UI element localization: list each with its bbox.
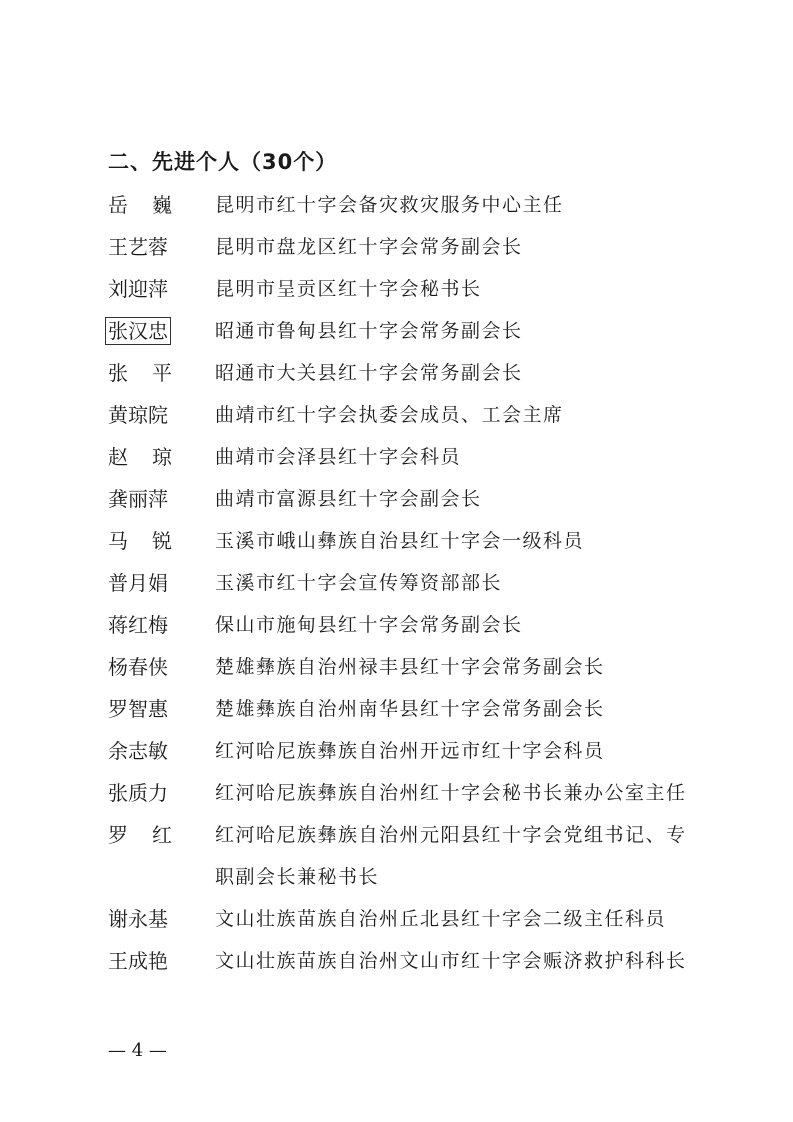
person-row [0,190,793,220]
person-row [0,568,793,598]
person-name-char: 罗 [108,823,128,847]
person-row [0,652,793,682]
person-name: 刘迎萍 [108,277,168,301]
person-name [108,820,174,850]
person-name: 杨春侠 [108,655,168,679]
person-name [108,442,174,472]
person-row [0,274,793,304]
person-name-char: 赵 [108,445,128,469]
person-name: 普月娟 [108,571,168,595]
person-row [0,694,793,724]
person-name [108,190,174,220]
person-name [108,358,174,388]
person-title: 楚雄彝族自治州南华县红十字会常务副会长 [215,698,605,720]
person-title: 曲靖市会泽县红十字会科员 [215,446,462,468]
person-title: 文山壮族苗族自治州文山市红十字会赈济救护科科长 [215,950,687,972]
person-name: 余志敏 [108,739,168,763]
person-name: 罗智惠 [108,697,168,721]
person-title: 红河哈尼族彝族自治州元阳县红十字会党组书记、专职副会长兼秘书长 [215,824,687,888]
person-name [108,316,174,346]
person-row [0,904,793,934]
person-title: 红河哈尼族彝族自治州红十字会秘书长兼办公室主任 [215,782,687,804]
person-title: 红河哈尼族彝族自治州开远市红十字会科员 [215,740,605,762]
person-row [0,610,793,640]
person-name-char: 红 [152,823,172,847]
person-name-boxed: 张汉忠 [105,317,171,345]
person-name-char: 平 [152,361,172,385]
person-row [0,526,793,556]
person-name-char: 岳 [108,193,128,217]
person-name-char: 锐 [152,529,172,553]
person-name-char: 琼 [152,445,172,469]
person-row [0,820,793,888]
person-title: 曲靖市红十字会执委会成员、工会主席 [215,404,564,426]
person-title: 昭通市鲁甸县红十字会常务副会长 [215,320,523,342]
person-row [0,778,793,808]
section-heading: 二、先进个人（30个） [108,150,338,174]
person-row [0,400,793,430]
person-row [0,358,793,388]
person-title: 昆明市呈贡区红十字会秘书长 [215,278,482,300]
person-name [108,526,174,556]
person-name-char: 张 [108,361,128,385]
person-title: 昆明市红十字会备灾救灾服务中心主任 [215,194,564,216]
person-row [0,316,793,346]
person-title: 保山市施甸县红十字会常务副会长 [215,614,523,636]
person-row [0,484,793,514]
person-row [0,946,793,976]
person-name-char: 巍 [152,193,172,217]
person-name: 黄琼院 [108,403,168,427]
person-name-char: 马 [108,529,128,553]
person-title: 曲靖市富源县红十字会副会长 [215,488,482,510]
person-row [0,442,793,472]
person-title: 玉溪市红十字会宣传筹资部部长 [215,572,503,594]
person-name: 王艺蓉 [108,235,168,259]
person-name: 张质力 [108,781,168,805]
person-row [0,736,793,766]
person-name: 龚丽萍 [108,487,168,511]
person-title: 昆明市盘龙区红十字会常务副会长 [215,236,523,258]
person-name: 蒋红梅 [108,613,168,637]
person-name: 谢永基 [108,907,168,931]
person-title: 楚雄彝族自治州禄丰县红十字会常务副会长 [215,656,605,678]
person-name: 王成艳 [108,949,168,973]
person-title: 文山壮族苗族自治州丘北县红十字会二级主任科员 [215,908,667,930]
page-number: — 4 — [108,1040,167,1061]
person-title: 昭通市大关县红十字会常务副会长 [215,362,523,384]
person-title: 玉溪市峨山彝族自治县红十字会一级科员 [215,530,585,552]
person-row [0,232,793,262]
